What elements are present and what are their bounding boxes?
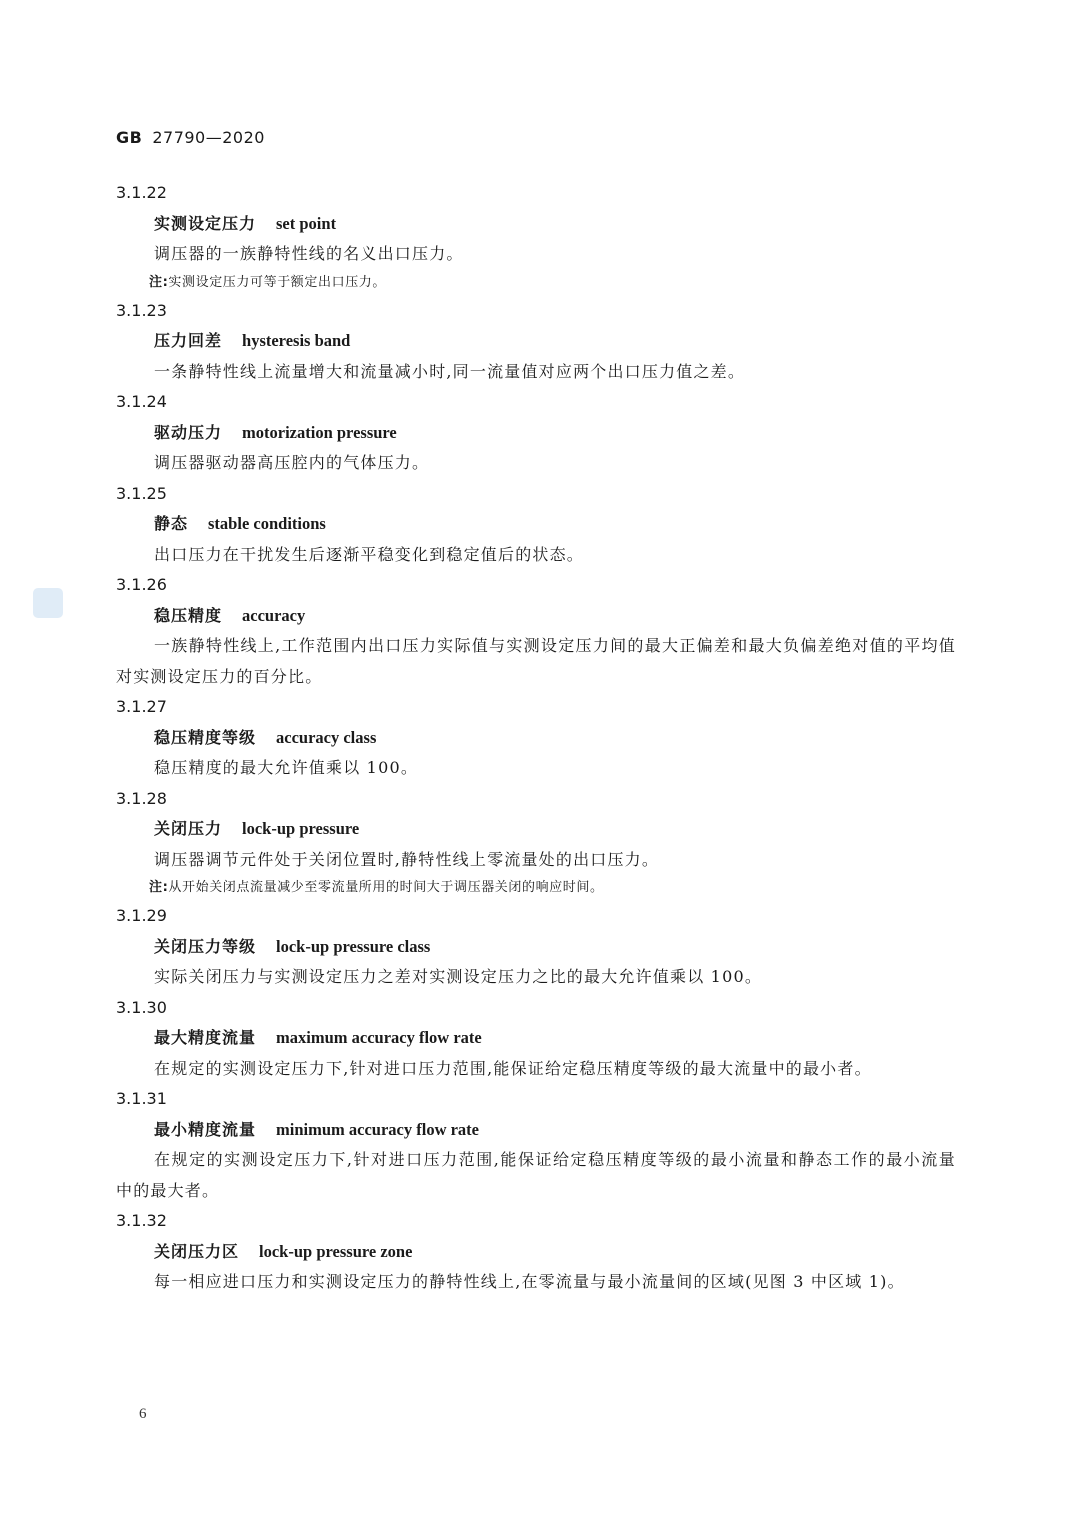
standard-header xyxy=(116,128,265,147)
term-title xyxy=(116,1023,956,1054)
term-definition: 调压器调节元件处于关闭位置时,静特性线上零流量处的出口压力。 xyxy=(154,849,660,869)
entry-number: 3.1.26 xyxy=(116,575,167,594)
term-definition: 每一相应进口压力和实测设定压力的静特性线上,在零流量与最小流量间的区域(见图 3 中区域 1)。 xyxy=(154,1272,905,1291)
term-definition: 实际关闭压力与实测设定压力之差对实测设定压力之比的最大允许值乘以 100。 xyxy=(154,967,763,986)
term-title xyxy=(116,209,956,240)
term-definition: 稳压精度的最大允许值乘以 100。 xyxy=(154,758,419,777)
term-title xyxy=(116,418,956,449)
term-en: accuracy xyxy=(242,605,306,625)
term-definition: 调压器驱动器高压腔内的气体压力。 xyxy=(154,453,430,472)
term-entry xyxy=(116,1084,956,1206)
term-definition: 一族静特性线上,工作范围内出口压力实际值与实测设定压力间的最大正偏差和最大负偏差绝对值的平均值对实测设定压力的百分比。 xyxy=(116,636,956,686)
term-note xyxy=(116,875,956,901)
page-number: 6 xyxy=(139,1406,147,1422)
entry-number: 3.1.24 xyxy=(116,392,167,411)
term-zh: 静态 xyxy=(154,514,189,533)
note-label: 注: xyxy=(149,274,169,290)
term-entry xyxy=(116,692,956,784)
term-zh: 驱动压力 xyxy=(154,422,223,442)
term-en: lock-up pressure class xyxy=(276,936,431,956)
term-en: lock-up pressure zone xyxy=(259,1241,413,1261)
term-definition: 一条静特性线上流量增大和流量减小时,同一流量值对应两个出口压力值之差。 xyxy=(154,361,746,381)
terms-list xyxy=(116,178,956,1298)
term-entry xyxy=(116,387,956,479)
term-en: maximum accuracy flow rate xyxy=(276,1028,482,1047)
note-text: 从开始关闭点流量减少至零流量所用的时间大于调压器关闭的响应时间。 xyxy=(168,880,604,895)
entry-number: 3.1.28 xyxy=(116,788,167,808)
term-title xyxy=(116,601,956,632)
term-en: hysteresis band xyxy=(242,331,351,350)
term-title xyxy=(116,509,956,540)
term-entry xyxy=(116,993,956,1085)
term-note xyxy=(116,270,956,296)
term-en: lock-up pressure xyxy=(242,819,360,838)
term-en: stable conditions xyxy=(208,514,326,533)
term-title xyxy=(116,932,956,963)
term-entry xyxy=(116,784,956,902)
entry-number: 3.1.22 xyxy=(116,183,167,202)
entry-number: 3.1.23 xyxy=(116,300,167,320)
term-zh: 压力回差 xyxy=(154,331,223,350)
note-label: 注: xyxy=(149,880,169,895)
term-definition: 在规定的实测设定压力下,针对进口压力范围,能保证给定稳压精度等级的最大流量中的最小者。 xyxy=(154,1058,872,1078)
term-entry xyxy=(116,1206,956,1298)
entry-number: 3.1.29 xyxy=(116,906,167,925)
term-title xyxy=(116,814,956,845)
term-zh: 稳压精度等级 xyxy=(154,727,257,747)
entry-number: 3.1.31 xyxy=(116,1089,167,1108)
sac-watermark-icon xyxy=(33,588,63,618)
term-entry xyxy=(116,479,956,571)
term-title xyxy=(116,723,956,754)
term-title xyxy=(116,326,956,357)
entry-number: 3.1.32 xyxy=(116,1211,167,1230)
term-en: accuracy class xyxy=(276,727,377,747)
term-entry xyxy=(116,901,956,993)
standard-number: 27790—2020 xyxy=(152,128,265,147)
term-title xyxy=(116,1237,956,1268)
term-en: motorization pressure xyxy=(242,422,397,442)
entry-number: 3.1.27 xyxy=(116,697,167,716)
term-zh: 实测设定压力 xyxy=(154,213,257,233)
term-en: set point xyxy=(276,213,337,233)
entry-number: 3.1.30 xyxy=(116,997,167,1017)
term-definition: 出口压力在干扰发生后逐渐平稳变化到稳定值后的状态。 xyxy=(154,544,585,564)
term-entry xyxy=(116,296,956,388)
term-entry xyxy=(116,570,956,692)
term-zh: 关闭压力 xyxy=(154,819,223,838)
term-entry xyxy=(116,178,956,296)
term-title xyxy=(116,1115,956,1146)
term-definition: 调压器的一族静特性线的名义出口压力。 xyxy=(154,244,464,263)
note-text: 实测设定压力可等于额定出口压力。 xyxy=(168,274,387,290)
term-en: minimum accuracy flow rate xyxy=(276,1119,480,1139)
term-definition: 在规定的实测设定压力下,针对进口压力范围,能保证给定稳压精度等级的最小流量和静态工作的最小流量中的最大者。 xyxy=(116,1150,956,1200)
term-zh: 稳压精度 xyxy=(154,605,223,625)
standard-code: GB xyxy=(116,128,143,147)
term-zh: 最小精度流量 xyxy=(154,1119,257,1139)
term-zh: 关闭压力等级 xyxy=(154,936,257,956)
term-zh: 关闭压力区 xyxy=(154,1241,240,1261)
entry-number: 3.1.25 xyxy=(116,483,167,503)
term-zh: 最大精度流量 xyxy=(154,1028,257,1047)
